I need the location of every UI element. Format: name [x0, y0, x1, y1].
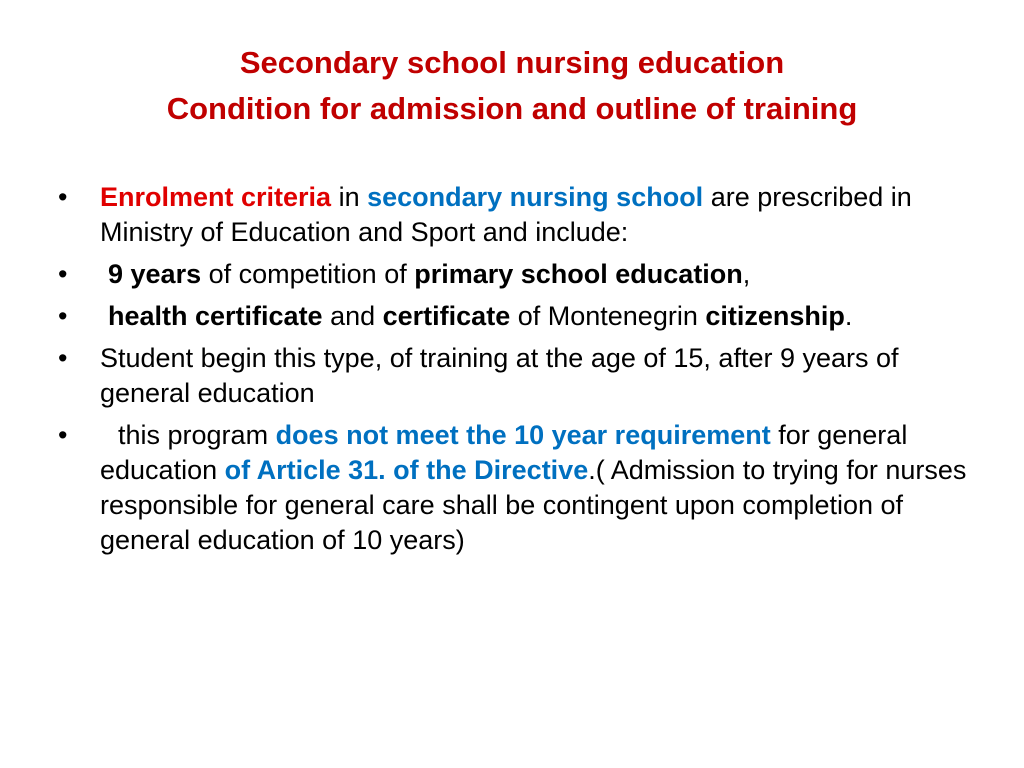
emphasis-text: 9 years — [108, 259, 202, 289]
bullet-dot-icon: • — [58, 420, 68, 450]
bullet-dot-icon: • — [58, 259, 68, 289]
body-text: of Montenegrin — [510, 301, 706, 331]
body-text: , — [742, 259, 751, 289]
bullet-directive-requirement — [58, 418, 978, 558]
bullet-dot-icon: • — [58, 301, 68, 331]
bullet-dot-icon: • — [58, 182, 68, 212]
emphasis-text: certificate — [382, 301, 511, 331]
body-text: for general education — [100, 420, 908, 485]
bullet-lead — [100, 420, 276, 450]
body-text: in — [331, 182, 368, 212]
body-text: of competition of — [201, 259, 415, 289]
emphasis-text: citizenship — [705, 301, 845, 331]
bullet-lead — [100, 259, 201, 289]
body-text: . — [844, 301, 853, 331]
emphasis-text: primary school education — [414, 259, 743, 289]
title-line-2: Condition for admission and outline of training — [166, 91, 858, 126]
body-text: and — [322, 301, 383, 331]
title-line-1: Secondary school nursing education — [239, 45, 785, 80]
body-text: this program — [118, 420, 276, 450]
bullet-student-age — [58, 341, 978, 411]
body-text: are prescribed in Ministry of Education and Sport and include: — [100, 182, 912, 247]
emphasis-text: secondary nursing school — [367, 182, 704, 212]
bullet-lead — [100, 301, 323, 331]
emphasis-text: health certificate — [108, 301, 323, 331]
bullet-enrolment-criteria — [58, 180, 978, 250]
bullet-years-of-education — [58, 257, 978, 292]
bullet-list — [58, 180, 978, 565]
body-text: .( Admission to trying for nurses responsible for general care shall be contingent upon completion of general education of 10 years) — [100, 455, 967, 555]
emphasis-text: of Article 31. of the Directive — [224, 455, 589, 485]
slide-title — [0, 40, 1024, 132]
body-text: Student begin this type, of training at the age of 15, after 9 years of general education — [100, 343, 899, 408]
bullet-certificates — [58, 299, 978, 334]
emphasis-text: does not meet the 10 year requirement — [275, 420, 771, 450]
bullet-dot-icon: • — [58, 343, 68, 373]
emphasis-text: Enrolment criteria — [100, 182, 332, 212]
